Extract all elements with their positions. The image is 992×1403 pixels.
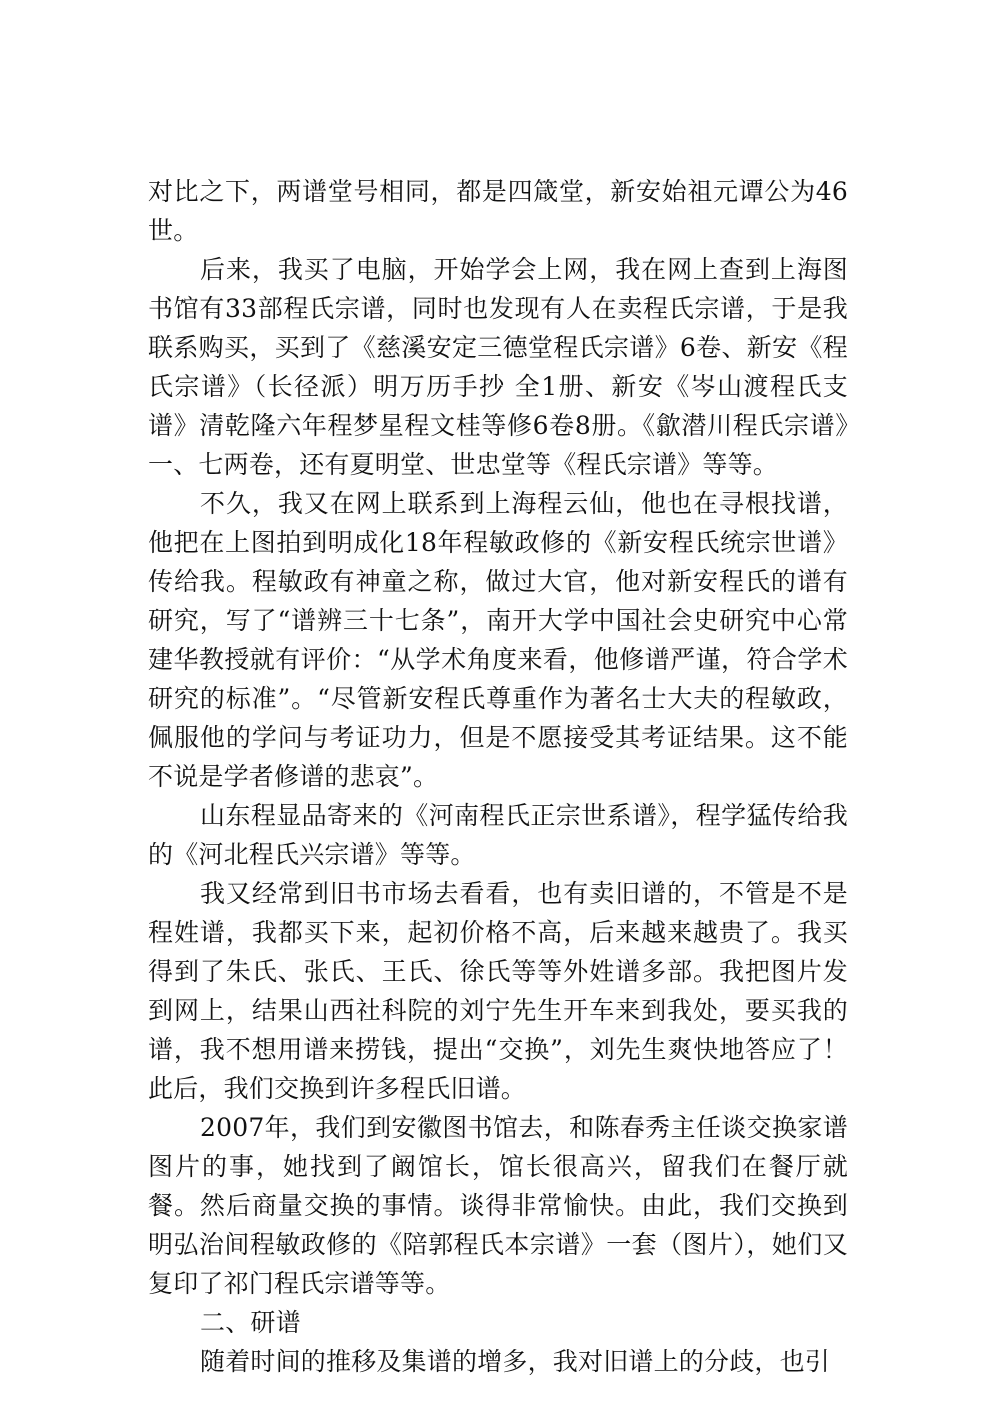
paragraph-shandong-hebei: 山东程显品寄来的《河南程氏正宗世系谱》，程学猛传给我的《河北程氏兴宗谱》等等。 bbox=[148, 801, 848, 869]
paragraph-book-market: 我又经常到旧书市场去看看，也有卖旧谱的，不管是不是程姓谱，我都买下来，起初价格不高，后来越来越贵了。我买得到了朱氏、张氏、王氏、徐氏等等外姓谱多部。我把图片发到网上，结果山西社科院的刘宁先生开车来到我处，要买我的谱，我不想用谱来捞钱，提出“交换”，刘先生爽快地答应了！此后，我们交换到许多程氏旧谱。 bbox=[148, 879, 848, 1103]
paragraph-anhui-library: 2007年，我们到安徽图书馆去，和陈春秀主任谈交换家谱图片的事，她找到了阚馆长，馆长很高兴，留我们在餐厅就餐。然后商量交换的事情。谈得非常愉快。由此，我们交换到明弘治间程敏政修的《陪郭程氏本宗谱》一套（图片），她们又复印了祁门程氏宗谱等等。 bbox=[148, 1113, 848, 1298]
paragraph-comparison: 对比之下，两谱堂号相同，都是四箴堂，新安始祖元谭公为46世。 bbox=[148, 177, 848, 245]
paragraph-research-intro: 随着时间的推移及集谱的增多，我对旧谱上的分歧，也引 bbox=[200, 1347, 831, 1376]
paragraph-cheng-yunxian: 不久，我又在网上联系到上海程云仙，他也在寻根找谱，他把在上图拍到明成化18年程敏政修的《新安程氏统宗世谱》传给我。程敏政有神童之称，做过大官，他对新安程氏的谱有研究，写了“谱辨三十七条”，南开大学中国社会史研究中心常建华教授就有评价：“从学术角度来看，他修谱严谨，符合学术研究的标准”。“尽管新安程氏尊重作为著名士大夫的程敏政，佩服他的学问与考证功力，但是不愿接受其考证结果。这不能不说是学者修谱的悲哀”。 bbox=[148, 489, 848, 791]
paragraph-online-purchase: 后来，我买了电脑，开始学会上网，我在网上查到上海图书馆有33部程氏宗谱，同时也发现有人在卖程氏宗谱，于是我联系购买，买到了《慈溪安定三德堂程氏宗谱》6卷、新安《程氏宗谱》（长径派）明万历手抄 全1册、新安《岑山渡程氏支谱》清乾隆六年程梦星程文桂等修6卷8册。《歙潜川程氏宗谱》一、七两卷，还有夏明堂、世忠堂等《程氏宗谱》等等。 bbox=[148, 255, 848, 479]
document-body bbox=[148, 172, 848, 1381]
section-heading-research: 二、研谱 bbox=[200, 1308, 301, 1337]
